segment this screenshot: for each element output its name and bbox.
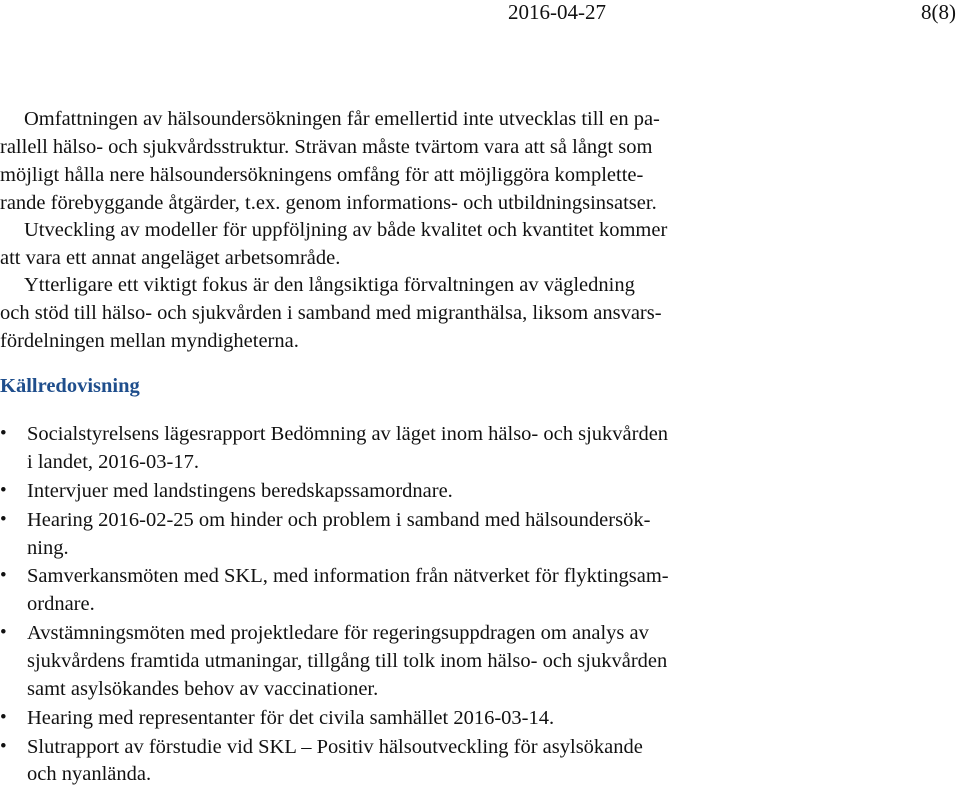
bullet: • — [0, 480, 7, 501]
paragraph-1-line-4: rande förebyggande åtgärder, t.ex. genom informations- och utbildningsinsatser. — [0, 192, 657, 214]
bullet: • — [0, 622, 7, 643]
paragraph-1-line-2: rallell hälso- och sjukvårdsstruktur. Strävan måste tvärtom vara att så långt som — [0, 136, 653, 158]
source-5-line-2: sjukvårdens framtida utmaningar, tillgång till tolk inom hälso- och sjukvården — [27, 650, 668, 672]
paragraph-1-line-1: Omfattningen av hälsoundersökningen får emellertid inte utvecklas till en pa- — [24, 108, 660, 130]
paragraph-3-line-2: och stöd till hälso- och sjukvården i samband med migranthälsa, liksom ansvars- — [0, 302, 662, 324]
paragraph-2-line-1: Utveckling av modeller för uppföljning av både kvalitet och kvantitet kommer — [24, 219, 668, 241]
paragraph-3-line-1: Ytterligare ett viktigt fokus är den långsiktiga förvaltningen av vägledning — [24, 274, 635, 296]
source-4-line-2: ordnare. — [27, 593, 95, 615]
bullet: • — [0, 423, 7, 444]
paragraph-2-line-2: att vara ett annat angeläget arbetsområde. — [0, 247, 341, 269]
source-1-line-1: Socialstyrelsens lägesrapport Bedömning av läget inom hälso- och sjukvården — [27, 423, 669, 445]
source-7-line-1: Slutrapport av förstudie vid SKL – Positiv hälsoutveckling för asylsökande — [27, 736, 643, 758]
bullet: • — [0, 509, 7, 530]
source-3-line-2: ning. — [27, 537, 69, 559]
bullet: • — [0, 736, 7, 757]
source-5-line-1: Avstämningsmöten med projektledare för regeringsuppdragen om analys av — [27, 622, 649, 644]
source-5-line-3: samt asylsökandes behov av vaccinationer. — [27, 678, 379, 700]
source-7-line-2: och nyanlända. — [27, 763, 152, 785]
header-date: 2016-04-27 — [508, 0, 606, 24]
section-heading: Källredovisning — [0, 375, 140, 397]
bullet: • — [0, 707, 7, 728]
paragraph-1-line-3: möjligt hålla nere hälsoundersökningens omfång för att möjliggöra komplette- — [0, 164, 644, 186]
source-1-line-2: i landet, 2016-03-17. — [27, 451, 199, 473]
source-3-line-1: Hearing 2016-02-25 om hinder och problem i samband med hälsoundersök- — [27, 509, 651, 531]
paragraph-3-line-3: fördelningen mellan myndigheterna. — [0, 330, 299, 352]
source-4-line-1: Samverkansmöten med SKL, med information från nätverket för flyktingsam- — [27, 565, 669, 587]
bullet: • — [0, 565, 7, 586]
source-6-line-1: Hearing med representanter för det civila samhället 2016-03-14. — [27, 707, 555, 729]
source-2-line-1: Intervjuer med landstingens beredskapssamordnare. — [27, 480, 453, 502]
page-number: 8(8) — [921, 0, 956, 24]
